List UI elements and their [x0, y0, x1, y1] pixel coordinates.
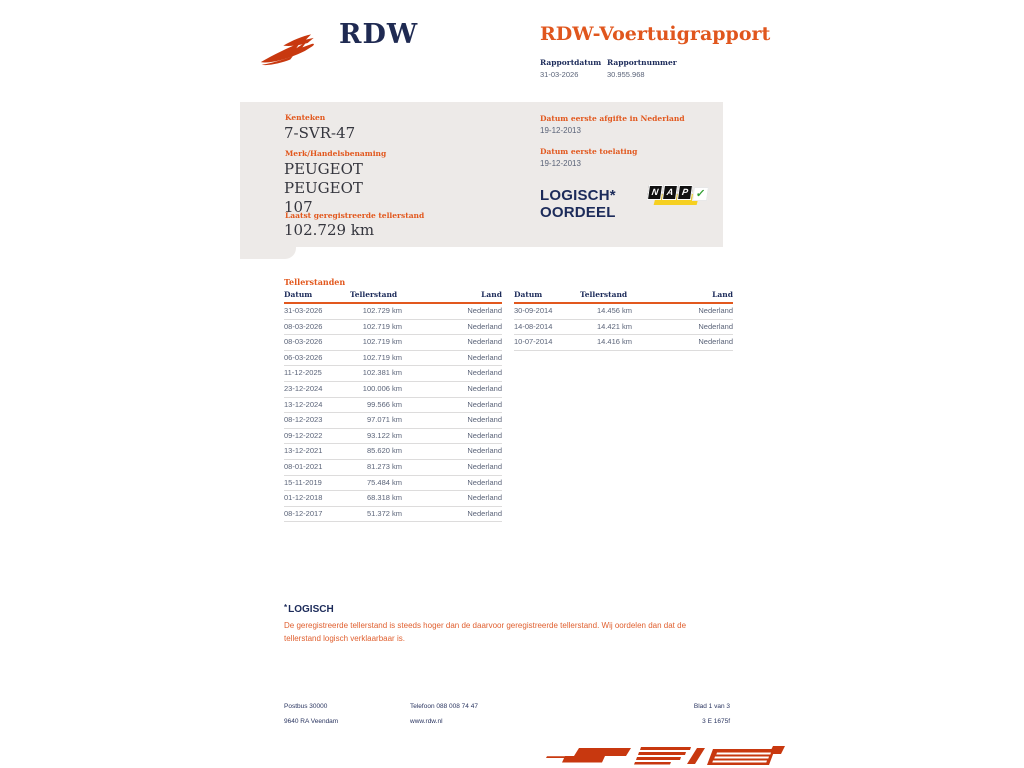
table-row: [284, 491, 502, 507]
cell-datum: 13-12-2024: [284, 399, 323, 409]
col-tellerstand: Tellerstand: [580, 290, 628, 299]
table-row: [514, 304, 733, 320]
cell-datum: 10-07-2014: [514, 337, 553, 347]
tellerstand-label: Laatst geregistreerde tellerstand: [285, 211, 425, 220]
cell-datum: 15-11-2019: [284, 477, 322, 487]
cell-tellerstand: 81.273 km: [366, 461, 402, 471]
col-tellerstand: Tellerstand: [350, 290, 398, 299]
cell-tellerstand: 75.484 km: [366, 477, 402, 487]
cell-datum: 08-12-2023: [284, 415, 323, 425]
table-row: [284, 398, 502, 414]
table-row: [284, 444, 502, 460]
kenteken-value: 7-SVR-47: [284, 124, 356, 142]
cell-land: Nederland: [467, 446, 502, 456]
kenteken-label: Kenteken: [285, 113, 326, 122]
tellerstanden-table-left: [284, 290, 502, 522]
cell-land: Nederland: [467, 477, 502, 487]
rdw-wordmark: RDW: [339, 19, 419, 50]
table-row: [284, 429, 502, 445]
footer-address-line1: Postbus 30000: [284, 703, 328, 710]
afgifte-label: Datum eerste afgifte in Nederland: [540, 114, 685, 123]
table-row: [284, 507, 502, 523]
table-row: [284, 351, 502, 367]
cell-land: Nederland: [698, 337, 733, 347]
report-date-label: Rapportdatum: [540, 58, 602, 67]
col-datum: Datum: [284, 290, 313, 299]
cell-datum: 30-09-2014: [514, 306, 553, 315]
nap-letter-a: A: [662, 185, 678, 200]
col-land: Land: [481, 290, 502, 299]
cell-land: Nederland: [467, 508, 502, 518]
verdict-text: De geregistreerde tellerstand is steeds hoger dan de daarvoor geregistreerde tellerstand. Wij oordelen dan dat de tellerstand logisch verklaarbaar is.: [284, 621, 687, 643]
verdict-heading-text: LOGISCH: [288, 604, 334, 615]
table-row: [284, 460, 502, 476]
cell-datum: 09-12-2022: [284, 430, 323, 440]
cell-land: Nederland: [698, 306, 733, 315]
footer-address: [284, 699, 338, 729]
cell-tellerstand: 102.381 km: [362, 368, 402, 378]
footer-page-info: [640, 699, 730, 729]
cell-land: Nederland: [467, 399, 502, 409]
cell-tellerstand: 14.421 km: [596, 321, 632, 331]
cell-tellerstand: 102.719 km: [362, 337, 402, 347]
cell-land: Nederland: [467, 337, 502, 347]
table-row: [284, 382, 502, 398]
footer-address-line2: 9640 RA Veendam: [284, 718, 339, 725]
verdict-heading: [284, 603, 334, 615]
tellerstanden-title: Tellerstanden: [284, 277, 346, 287]
nap-logo: [648, 185, 706, 208]
cell-datum: 14-08-2014: [514, 321, 553, 331]
cell-land: Nederland: [467, 461, 502, 471]
cell-land: Nederland: [467, 430, 502, 440]
table-row: [284, 320, 502, 336]
cell-land: Nederland: [467, 383, 502, 393]
cell-tellerstand: 51.372 km: [366, 508, 402, 518]
cell-datum: 11-12-2025: [284, 368, 322, 378]
merk-line2: 107: [284, 198, 313, 216]
cell-tellerstand: 97.071 km: [366, 415, 402, 425]
cell-land: Nederland: [467, 368, 502, 378]
report-number-label: Rapportnummer: [607, 58, 677, 67]
cell-datum: 01-12-2018: [284, 493, 323, 503]
cell-tellerstand: 100.006 km: [362, 383, 402, 393]
col-land: Land: [712, 290, 733, 299]
footer-phone: Telefoon 088 008 74 47: [410, 703, 478, 710]
oordeel-verdict: [540, 187, 616, 221]
table-row: [284, 335, 502, 351]
afgifte-value: 19-12-2013: [540, 126, 581, 135]
report-number-value: 30.955.968: [607, 70, 645, 79]
footer-form-code: 3 E 1675f: [702, 718, 730, 725]
tellerstanden-table-right: [514, 290, 733, 351]
nap-check-icon: ✓: [692, 187, 709, 201]
table-row: [284, 476, 502, 492]
table-row: [514, 320, 733, 336]
cell-datum: 06-03-2026: [284, 352, 323, 362]
toelating-label: Datum eerste toelating: [540, 147, 638, 156]
footer-contact: [410, 699, 478, 729]
cell-land: Nederland: [467, 352, 502, 362]
document-title: RDW-Voertuigrapport: [540, 23, 771, 45]
cell-datum: 08-03-2026: [284, 321, 323, 331]
table-row: [284, 413, 502, 429]
cell-datum: 13-12-2021: [284, 446, 323, 456]
cell-tellerstand: 102.729 km: [362, 306, 402, 315]
cell-tellerstand: 14.416 km: [596, 337, 632, 347]
cell-land: Nederland: [467, 415, 502, 425]
table-header: [284, 290, 502, 304]
footer-page-number: Blad 1 van 3: [693, 703, 730, 710]
cell-tellerstand: 102.719 km: [362, 352, 402, 362]
cell-tellerstand: 14.456 km: [596, 306, 632, 315]
nap-letter-n: N: [647, 185, 663, 200]
cell-datum: 08-03-2026: [284, 337, 323, 347]
cell-tellerstand: 93.122 km: [366, 430, 402, 440]
tellerstand-value: 102.729 km: [284, 221, 375, 239]
cell-datum: 23-12-2024: [284, 383, 323, 393]
cell-land: Nederland: [467, 306, 502, 315]
cell-datum: 08-01-2021: [284, 461, 323, 471]
cell-tellerstand: 85.620 km: [366, 446, 402, 456]
table-row: [514, 335, 733, 351]
toelating-value: 19-12-2013: [540, 159, 581, 168]
table-header: [514, 290, 733, 304]
merk-value: [284, 160, 444, 217]
footer-website: www.rdw.nl: [410, 718, 443, 725]
cell-tellerstand: 99.566 km: [366, 399, 402, 409]
merk-label: Merk/Handelsbenaming: [285, 149, 387, 158]
summary-box-tab: [240, 246, 296, 259]
cell-land: Nederland: [698, 321, 733, 331]
cell-tellerstand: 68.318 km: [366, 493, 402, 503]
merk-line1: PEUGEOT PEUGEOT: [284, 160, 363, 197]
report-date-value: 31-03-2026: [540, 70, 579, 79]
table-row: [284, 304, 502, 320]
rdw-logo-icon: [259, 33, 325, 67]
col-datum: Datum: [514, 290, 543, 299]
cell-datum: 31-03-2026: [284, 306, 323, 315]
cell-land: Nederland: [467, 493, 502, 503]
cell-land: Nederland: [467, 321, 502, 331]
oordeel-line2: OORDEEL: [540, 204, 616, 221]
table-row: [284, 366, 502, 382]
rdw-stripes-graphic: [545, 743, 785, 768]
oordeel-line1: LOGISCH*: [540, 187, 616, 204]
cell-tellerstand: 102.719 km: [362, 321, 402, 331]
verdict-star: *: [284, 603, 288, 612]
nap-letter-p: P: [677, 185, 693, 200]
cell-datum: 08-12-2017: [284, 508, 323, 518]
